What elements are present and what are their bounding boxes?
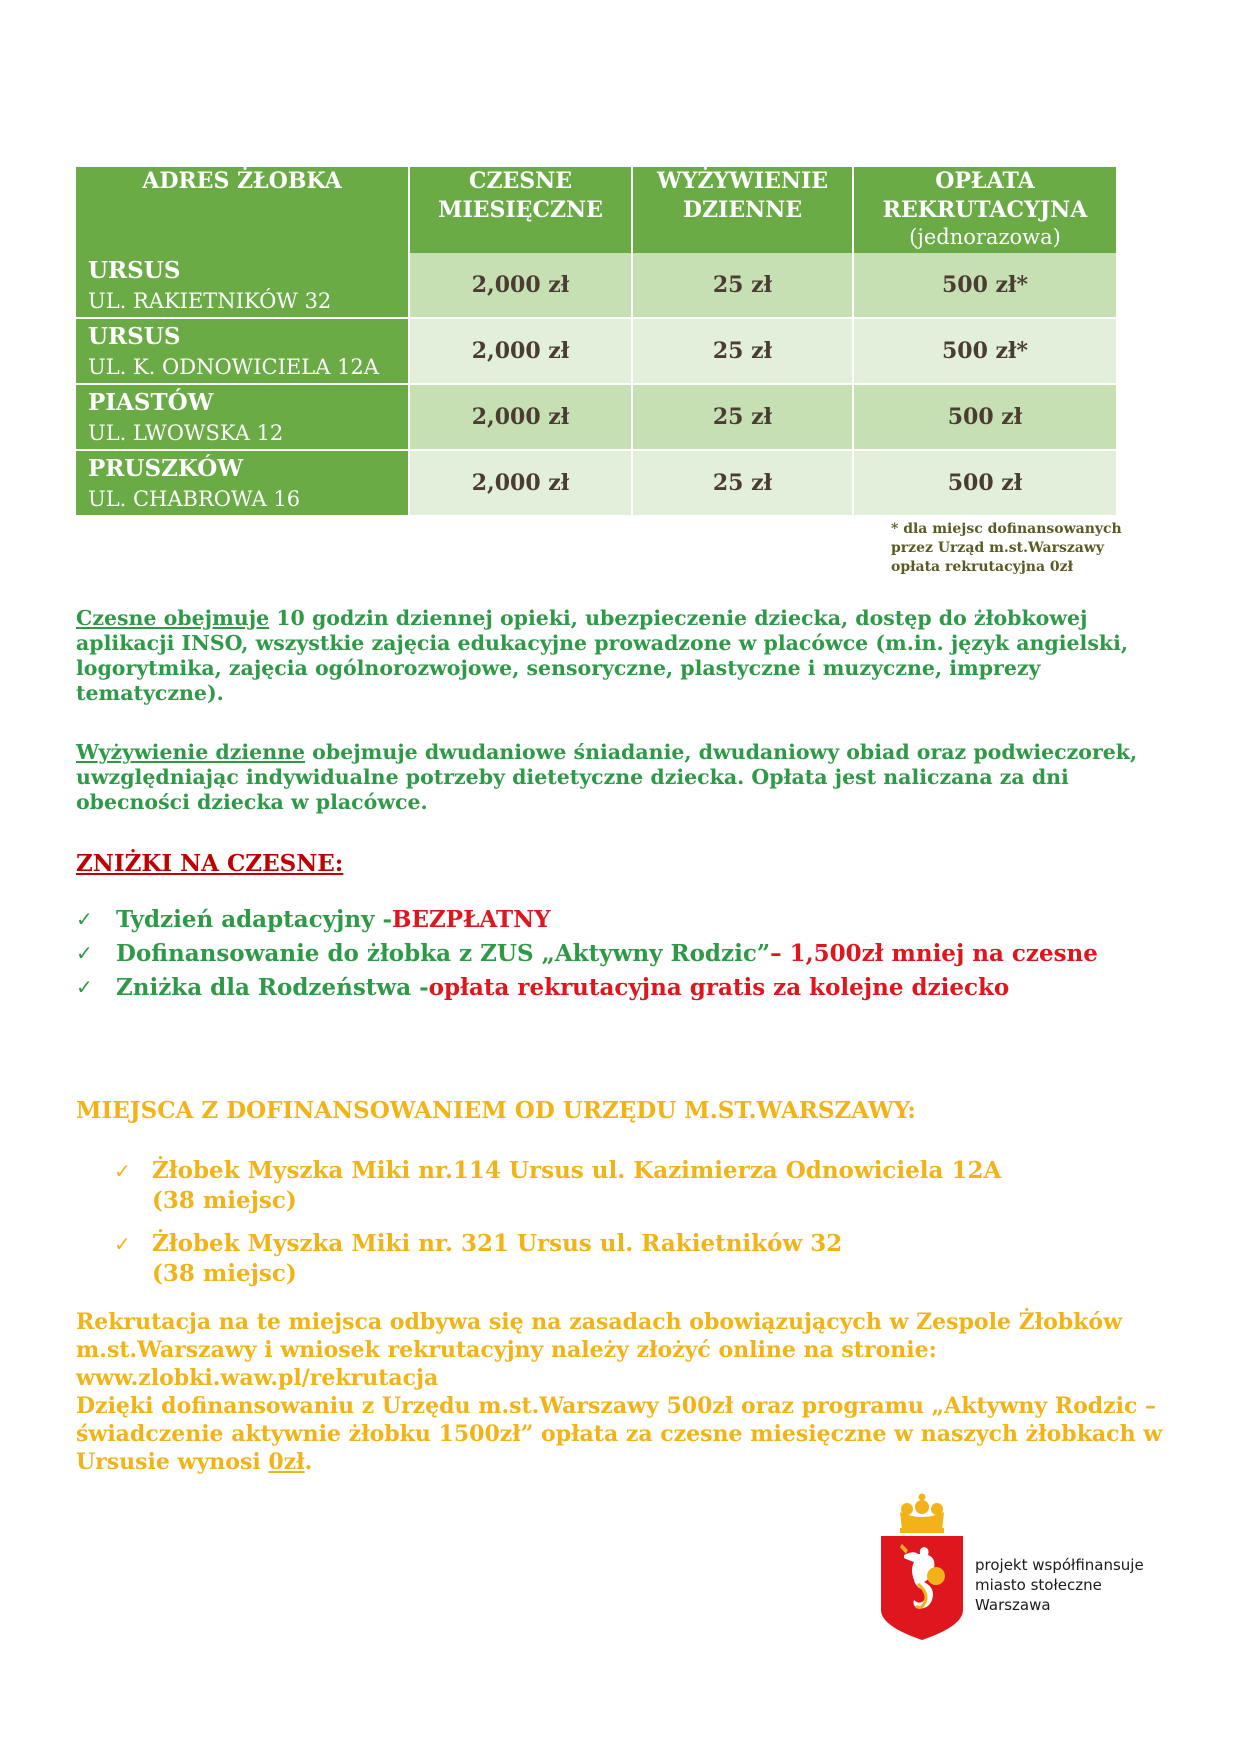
list-item: ✓ Tydzień adaptacyjny - BEZPŁATNY — [76, 905, 551, 933]
address-cell: PRUSZKÓW UL. CHABROWA 16 — [76, 450, 409, 516]
tuition-text: 10 godzin dziennej opieki, ubezpieczenie dziecka, dostęp do żłobkowej aplikacji INSO, wszystkie zajęcia edukacyjne prowadzone w placówce (m.in. język angielski, logorytmika, zajęcia ogólnorozwojowe, sensoryczne, plastyczne i muzyczne, imprezy tematyczne). — [76, 606, 1129, 705]
header-recruitment-fee: OPŁATA REKRUTACYJNA (jednorazowa) — [853, 167, 1116, 253]
fee-cell: 500 zł — [853, 450, 1116, 516]
meals-lead: Wyżywienie dzienne — [76, 740, 306, 764]
table-footnote — [891, 520, 1151, 577]
list-item: ✓ Żłobek Myszka Miki nr. 321 Ursus ul. Rakietników 32 (38 miejsc) — [114, 1230, 843, 1287]
header-tuition: CZESNE MIESIĘCZNE — [409, 167, 632, 253]
warsaw-crest-logo — [878, 1492, 966, 1642]
list-item: ✓ Zniżka dla Rodzeństwa - opłata rekrutacyjna gratis za kolejne dziecko — [76, 973, 1010, 1001]
cofinancing-note: projekt współfinansuje miasto stołeczne Warszawa — [975, 1556, 1144, 1614]
table-row — [76, 253, 1116, 318]
tuition-cell: 2,000 zł — [409, 318, 632, 384]
meals-description — [76, 740, 1186, 815]
funding-amount: 0zł — [268, 1449, 305, 1475]
recruitment-text: Rekrutacja na te miejsca odbywa się na zasadach obowiązujących w Zespole Żłobków m.st.Warszawy i wniosek rekrutacyjny należy złożyć online na stronie: — [76, 1309, 1123, 1363]
tuition-lead: Czesne obejmuje — [76, 606, 270, 630]
check-icon: ✓ — [114, 1232, 131, 1256]
tuition-description — [76, 606, 1186, 706]
fee-cell: 500 zł* — [853, 318, 1116, 384]
address-cell: PIASTÓW UL. LWOWSKA 12 — [76, 384, 409, 450]
funding-text: Dzięki dofinansowaniu z Urzędu m.st.Warszawy 500zł oraz programu „Aktywny Rodzic – świadczenie aktywnie żłobku 1500zł” opłata za czesne miesięczne w naszych żłobkach w Ursusie wynosi 0zł. — [76, 1393, 1163, 1475]
meals-cell: 25 zł — [632, 253, 853, 318]
recruitment-info — [76, 1308, 1186, 1476]
subsidized-heading: MIEJSCA Z DOFINANSOWANIEM OD URZĘDU M.ST.WARSZAWY: — [76, 1097, 916, 1124]
meals-cell: 25 zł — [632, 450, 853, 516]
address-cell: URSUS UL. K. ODNOWICIELA 12A — [76, 318, 409, 384]
list-item: ✓ Żłobek Myszka Miki nr.114 Ursus ul. Kazimierza Odnowiciela 12A (38 miejsc) — [114, 1157, 1002, 1214]
tuition-cell: 2,000 zł — [409, 253, 632, 318]
meals-cell: 25 zł — [632, 318, 853, 384]
footnote-line: przez Urząd m.st.Warszawy — [891, 540, 1105, 556]
discounts-heading: ZNIŻKI NA CZESNE: — [76, 850, 344, 877]
fee-table — [76, 167, 1116, 517]
list-item: ✓ Dofinansowanie do żłobka z ZUS „Aktywny Rodzic” – 1,500zł mniej na czesne — [76, 939, 1098, 967]
header-address: ADRES ŻŁOBKA — [76, 167, 409, 253]
table-row — [76, 450, 1116, 516]
tuition-cell: 2,000 zł — [409, 384, 632, 450]
subsidized-list — [114, 1156, 1001, 1302]
meals-cell: 25 zł — [632, 384, 853, 450]
fee-cell: 500 zł — [853, 384, 1116, 450]
recruitment-url[interactable]: www.zlobki.waw.pl/rekrutacja — [76, 1365, 439, 1391]
table-row — [76, 318, 1116, 384]
table-header-row — [76, 167, 1116, 253]
tuition-cell: 2,000 zł — [409, 450, 632, 516]
table-row — [76, 384, 1116, 450]
fee-cell: 500 zł* — [853, 253, 1116, 318]
check-icon: ✓ — [114, 1159, 131, 1183]
check-icon: ✓ — [76, 975, 93, 999]
footnote-line: opłata rekrutacyjna 0zł — [891, 559, 1073, 575]
address-cell: URSUS UL. RAKIETNIKÓW 32 — [76, 253, 409, 318]
meals-text: obejmuje dwudaniowe śniadanie, dwudaniowy obiad oraz podwieczorek, uwzględniając indywidualne potrzeby dietetyczne dziecka. Opłata jest naliczana za dni obecności dziecka w placówce. — [76, 740, 1138, 814]
header-meals: WYŻYWIENIE DZIENNE — [632, 167, 853, 253]
check-icon: ✓ — [76, 941, 93, 965]
discounts-list — [76, 902, 1098, 1004]
footnote-line: * dla miejsc dofinansowanych — [891, 521, 1122, 537]
check-icon: ✓ — [76, 907, 93, 931]
